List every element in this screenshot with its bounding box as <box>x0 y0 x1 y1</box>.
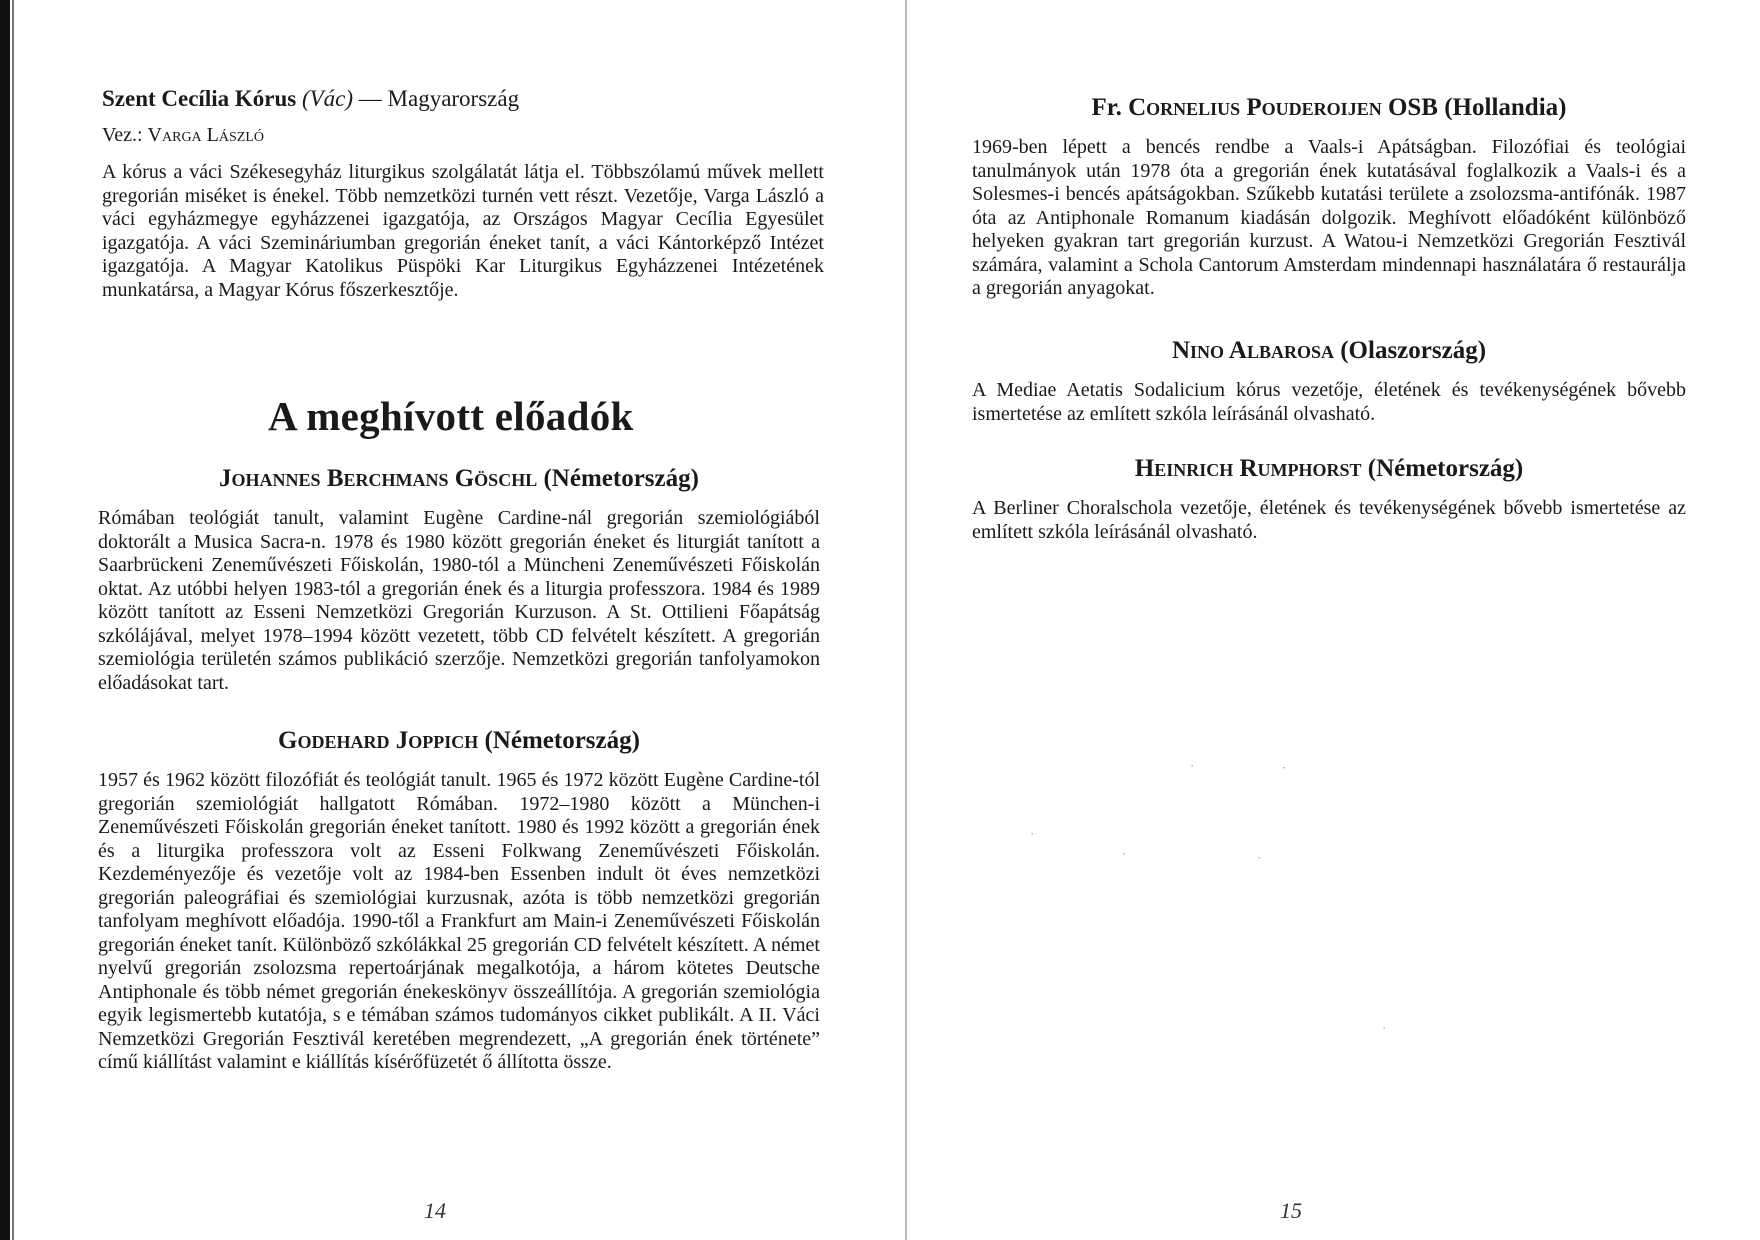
speaker-entry-joppich <box>98 727 820 1075</box>
conductor-label: Vez.: <box>102 124 143 146</box>
scan-edge-shadow <box>0 0 10 1240</box>
speaker-entry-rumphorst <box>972 455 1686 544</box>
choir-name: Szent Cecília Kórus <box>102 86 297 111</box>
scan-speck: · <box>1030 826 1035 841</box>
section-title: A meghívott előadók <box>268 393 634 439</box>
speaker-country: (Hollandia) <box>1444 94 1567 121</box>
speaker-name: Cornelius Pouderoijen <box>1128 94 1382 121</box>
speaker-name: Johannes Berchmans Göschl <box>219 465 538 492</box>
speaker-country: (Németország) <box>484 727 640 754</box>
speaker-country: (Németország) <box>1367 455 1524 482</box>
scan-speck: · <box>1122 846 1127 861</box>
speaker-heading <box>972 337 1686 365</box>
speaker-country: (Németország) <box>543 465 699 492</box>
speaker-name: Heinrich Rumphorst <box>1134 455 1362 482</box>
speaker-country: (Olaszország) <box>1340 337 1487 364</box>
speaker-name: Godehard Joppich <box>278 727 479 754</box>
speaker-bio: 1957 és 1962 között filozófiát és teológiát tanult. 1965 és 1972 között Eugène Cardine-tól gregorián szemiológiát hallgatott Rómában. 1972–1980 között a München-i Zeneművészeti Főiskolán gregorián éneket tanított. 1980 és 1992 között a gregorián ének és a liturgika professzora volt az Esseni Folkwang Zeneművészeti Főiskolán. Kezdeményezője és vezetője volt az 1984-ben Essenben indult öt éves nemzetközi gregorián paleográfiai és szemiológiai kurzusnak, azóta is több nemzetközi gregorián tanfolyam meghívott előadója. 1990-től a Frankfurt am Main-i Zeneművészeti Főiskolán gregorián éneket tanít. Különböző szkólákkal 25 gregorián CD felvételt készített. A német nyelvű gregorián zsolozsma repertoárjának megalkotója, a három kötetes Deutsche Antiphonale és több német gregorián énekeskönyv összeállítója. A gregorián szemiológia egyik legismertebb kutatója, s e témában számos tudományos cikket publikált. A II. Váci Nemzetközi Gregorián Fesztivál keretében megrendezett, „A gregorián ének története” című kiállítást valamint e kiállítás kísérőfüzetét ő állította össze. <box>98 769 820 1073</box>
scan-speck: · <box>1382 1020 1387 1035</box>
speaker-bio: Rómában teológiát tanult, valamint Eugène Cardine-nál gregorián szemiológiából doktorált a Musica Sacra-n. 1978 és 1980 között gregorián éneket és liturgiát tanított a Saarbrückeni Zeneművészeti Főiskolán, 1980-tól a Müncheni Zeneművészeti Főiskolán oktat. Az utóbbi helyen 1983-tól a gregorián ének és a liturgia professzora. 1984 és 1989 között tanított az Esseni Nemzetközi Gregorián Kurzuson. A St. Ottilieni Főapátság szkólájával, melyet 1978–1994 között vezetett, több CD felvételt készített. A gregorián szemiológia területén számos publikáció szerzője. Nemzetközi gregorián tanfolyamokon előadásokat tart. <box>98 507 820 694</box>
scan-speck: · <box>1190 758 1195 773</box>
conductor-name: Varga László <box>147 124 264 146</box>
scan-edge-line <box>12 0 14 1240</box>
speaker-bio: A Berliner Choralschola vezetője, életének és tevékenységének bővebb ismertetése az említett szkóla leírásánál olvasható. <box>972 497 1686 543</box>
conductor-line <box>102 124 824 147</box>
speaker-suffix: OSB <box>1387 94 1438 121</box>
speaker-name: Nino Albarosa <box>1171 337 1334 364</box>
speaker-entry-goschl <box>98 465 820 695</box>
speaker-prefix: Fr. <box>1091 94 1122 121</box>
choir-entry <box>102 86 824 302</box>
choir-heading <box>102 86 824 112</box>
speaker-heading <box>98 727 820 755</box>
speaker-heading <box>98 465 820 493</box>
page-number: 14 <box>424 1198 446 1223</box>
choir-city: (Vác) <box>301 86 354 111</box>
speaker-bio: 1969-ben lépett a bencés rendbe a Vaals-i Apátságban. Filozófiai és teológiai tanulmányok után 1978 óta a gregorián ének kutatásával foglalkozik a Vaals-i és a Solesmes-i bencés apátságokban. Szűkebb kutatási területe a zsolozsma-antifónák. 1987 óta az Antiphonale Romanum kiadásán dolgozik. Meghívott előadóként különböző helyeken gyakran tart gregorián kurzust. A Watou-i Nemzetközi Gregorián Fesztivál számára, valamint a Schola Cantorum Amsterdam mindennapi használatára ő restaurálja a gregorián anyagokat. <box>972 136 1686 299</box>
choir-description: A kórus a váci Székesegyház liturgikus szolgálatát látja el. Többszólamú művek mellett gregorián miséket is énekel. Több nemzetközi turnén vett részt. Vezetője, Varga László a váci egyházmegye egyházzenei igazgatója, az Országos Magyar Cecília Egyesület igazgatója. A váci Szemináriumban gregorián éneket tanít, a váci Kántorképző Intézet igazgatója. A Magyar Katolikus Püspöki Kar Liturgikus Egyházzenei Intézetének munkatársa, a Magyar Kórus főszerkesztője. <box>102 161 824 301</box>
scan-speck: · <box>1257 850 1262 865</box>
scan-speck: · <box>1282 760 1287 775</box>
speaker-entry-albarosa <box>972 337 1686 426</box>
left-page <box>20 0 900 1240</box>
speaker-heading <box>972 455 1686 483</box>
speaker-heading <box>972 94 1686 122</box>
speaker-bio: A Mediae Aetatis Sodalicium kórus vezetője, életének és tevékenységének bővebb ismertetése az említett szkóla leírásánál olvasható. <box>972 379 1686 425</box>
right-page <box>912 0 1760 1240</box>
choir-separator: — <box>358 86 382 111</box>
speaker-entry-pouderoijen <box>972 94 1686 301</box>
page-number: 15 <box>1280 1198 1302 1223</box>
choir-country: Magyarország <box>387 86 520 111</box>
page-fold <box>905 0 907 1240</box>
